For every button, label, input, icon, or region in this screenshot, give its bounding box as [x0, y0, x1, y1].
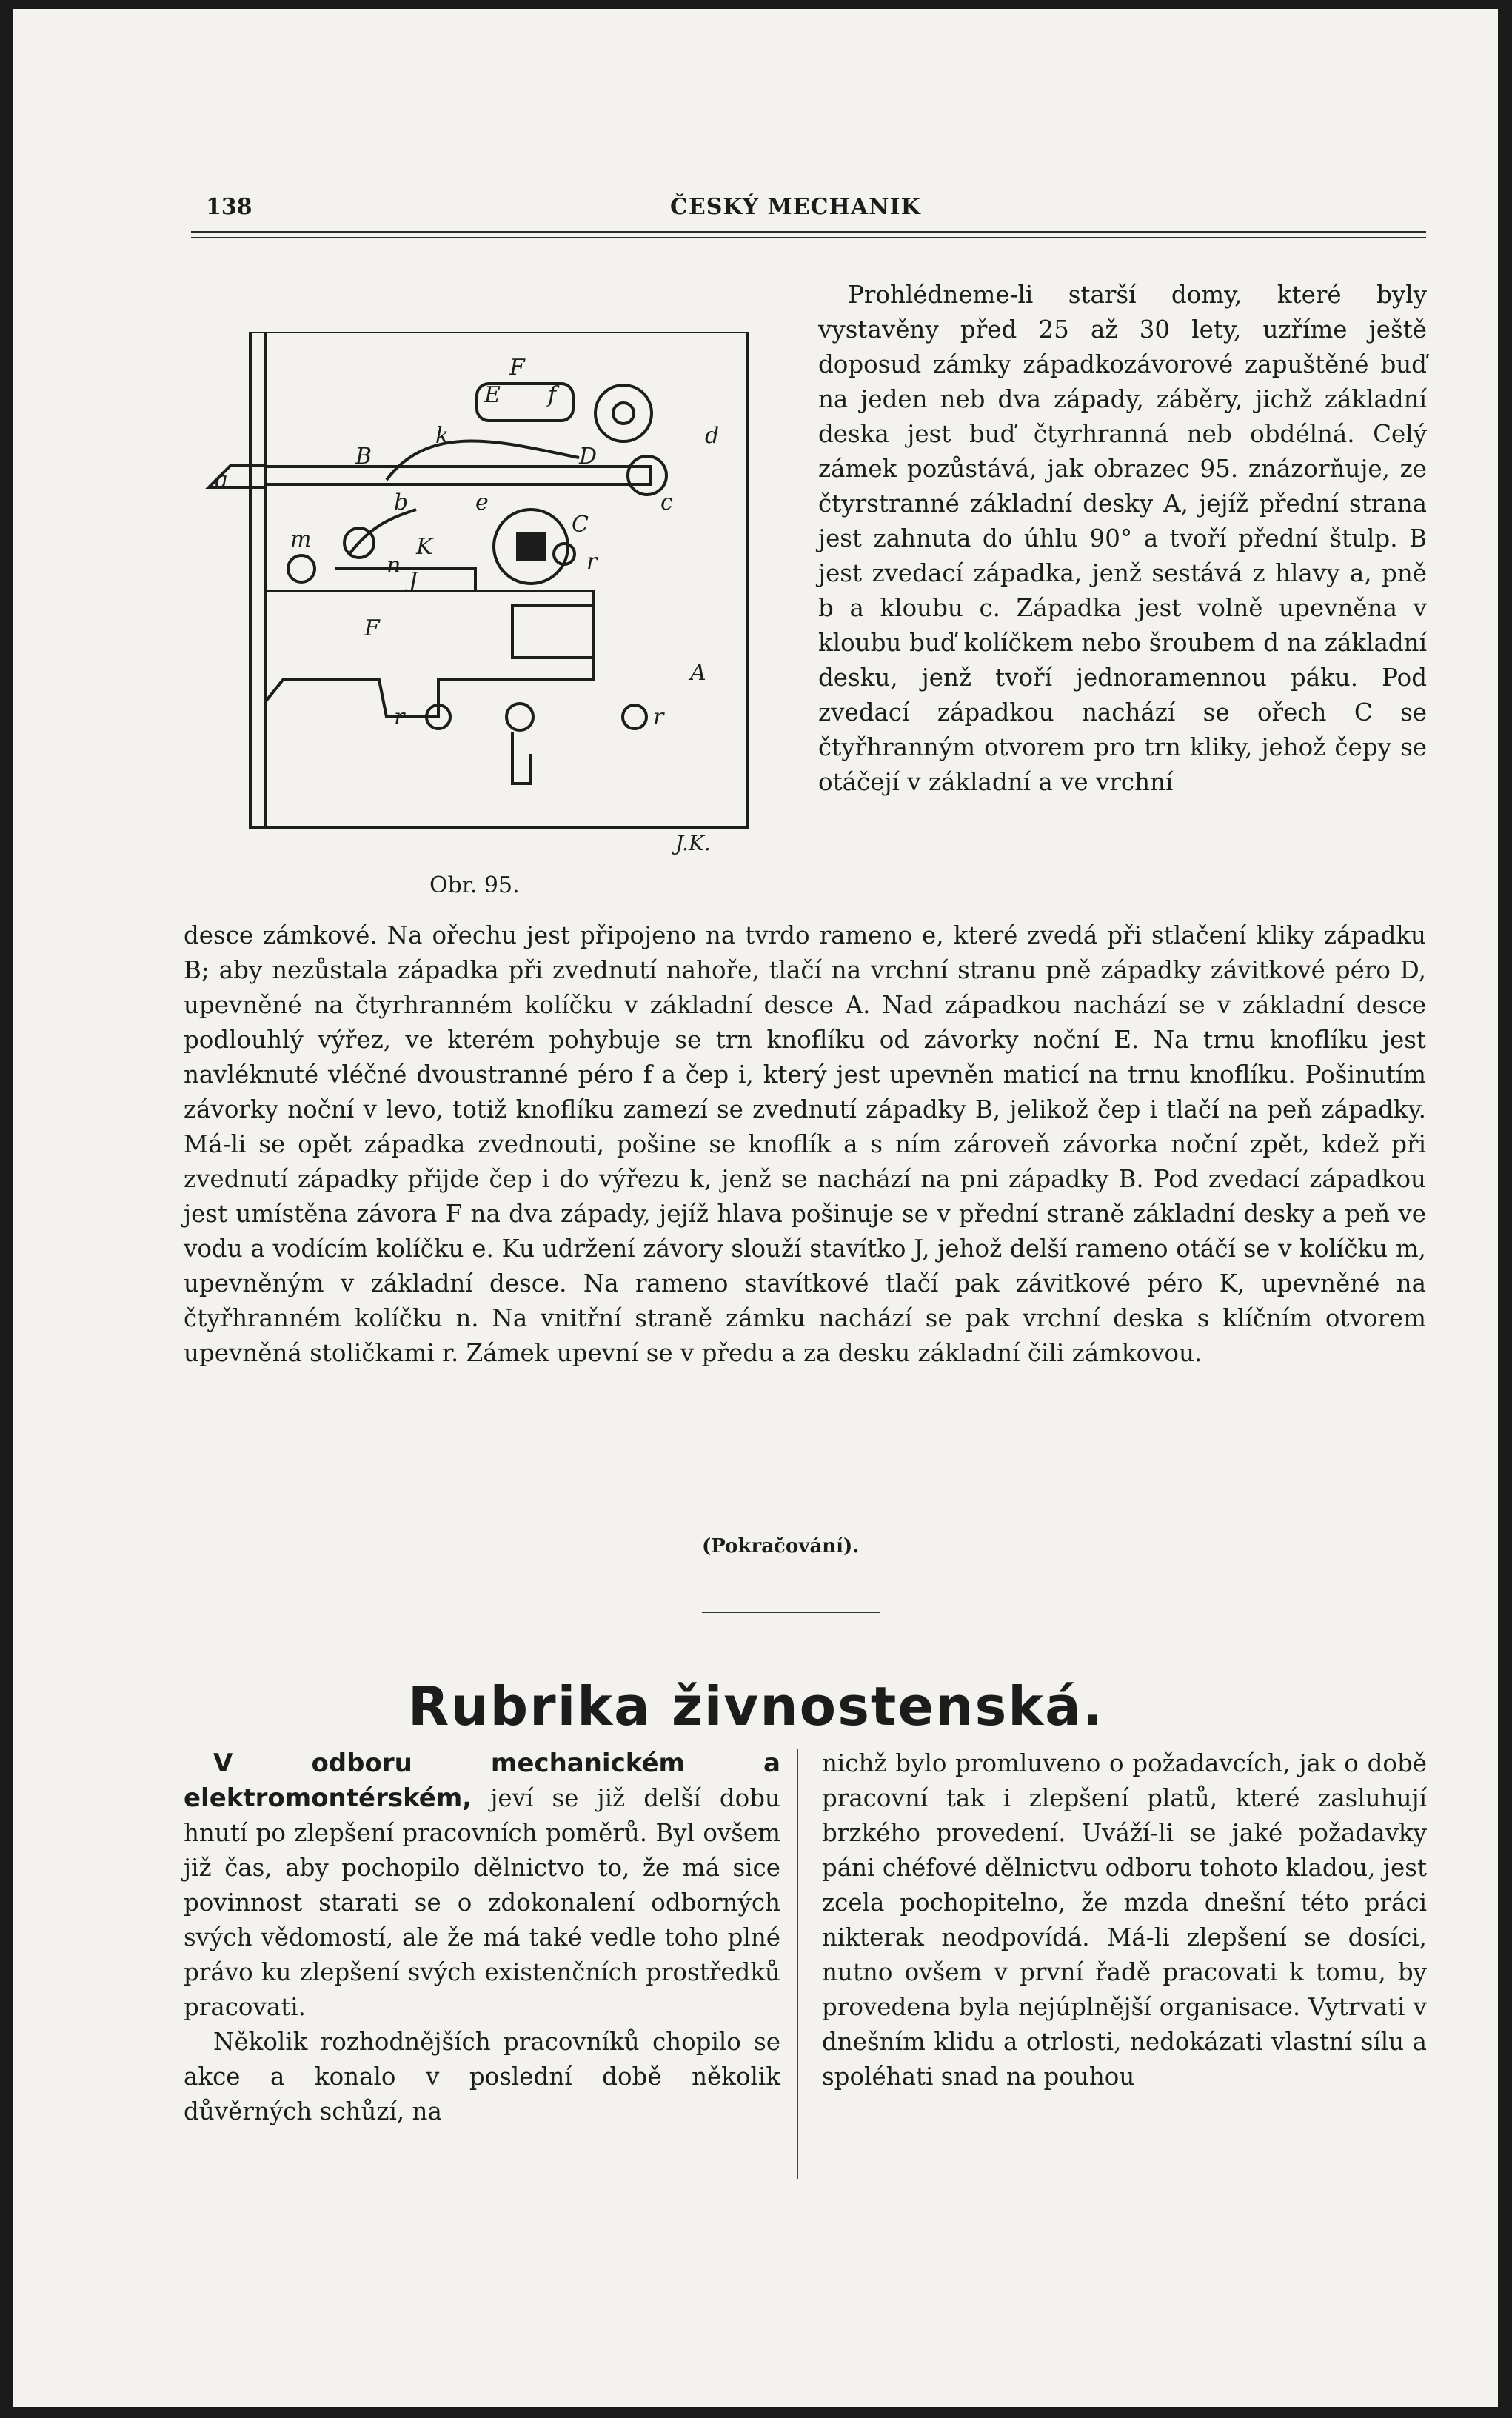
figure-label: m [290, 527, 312, 552]
header-rule-thin [191, 237, 1426, 238]
figure-label: c [660, 490, 673, 515]
tumbler-slot [512, 606, 594, 658]
keyhole [506, 704, 533, 730]
figure-caption: Obr. 95. [429, 872, 520, 898]
figure-label: a [215, 467, 228, 493]
spring-K [349, 510, 416, 554]
header-rule [191, 231, 1426, 233]
section-separator [702, 1612, 880, 1613]
figure-label: C [572, 512, 589, 538]
figure-label: B [355, 444, 372, 470]
figure-label: b [394, 490, 409, 515]
figure-label: A [690, 660, 706, 686]
figure-label: F [364, 615, 380, 641]
stud-r2 [623, 705, 646, 729]
figure-label: r [394, 704, 405, 730]
tumbler-J [335, 569, 475, 591]
knob-ring [595, 385, 652, 441]
article-body: desce zámkové. Na ořechu jest připojeno na tvrdo rameno e, které zvedá při stlačení kliky západku B; aby nezůstala západka při zvednutí nahoře, tlačí na vrchní stranu pně západky závitkové péro D, upevněné na čtyrhranném kolíčku v základní desce A. Nad západkou nachází se v základní desce podlouhlý výřez, ve kterém pohybuje se trn knoflíku od závorky noční E. Na trnu knoflíku jest navléknuté vléčné dvoustranné péro f a čep i, který jest upevněn maticí na trnu knoflíku. Pošinutím závorky noční v levo, totiž knoflíku zamezí se zvednutí západky B, jelikož čep i tlačí na peň západky. Má-li se opět západka zvednouti, pošine se knoflík a s ním zároveň závorka noční zpět, kdež při zvednutí západky přijde čep i do výřezu k, jenž se nachází na pni západky B. Pod zvedací západkou jest umístěna závora F na dva západy, jejíž hlava pošinuje se v přední straně základní desky a peň ve vodu a vodícím kolíčku e. Ku udržení závory slouží stavítko J, jehož delší rameno otáčí se v kolíčku m, upevněným v základní desce. Na rameno stavítkové tlačí pak závitkové péro K, upevněné na čtyřhranném kolíčku n. Na vnitřní straně zámku nachází se pak vrchní deska s klíčním otvorem upevněná stoličkami r. Zámek upevní se v předu a za desku základní čili zámkovou. [184, 921, 1426, 1367]
right-paragraph: nichž bylo promluveno o požadavcích, jak o době pracovní tak i zlepšení platů, které zasluhují brzkého provedení. Uváží-li se jaké požadavky páni chéfové dělnictvu odboru tohoto kladou, jest zcela pochopitelno, že mzda dnešní této práci nikterak neodpovídá. Má-li zlepšení se dosíci, nutno ovšem v první řadě pracovati k tomu, by provedena byla nejúplnější organisace. Vytrvati v dnešním klidu a otrlosti, nedokázati vlastní sílu a spoléhati snad na pouhou [822, 1749, 1427, 2091]
figure-label: J [409, 568, 418, 594]
knob-inner [613, 403, 634, 424]
figure-label: E [484, 382, 501, 408]
article-intro: Prohlédneme-li starší domy, které byly vystavěny před 25 až 30 lety, uzříme ještě doposud zámky západkozávorové zapuštěné buď na jeden neb dva západy, záběry, jichž základní deska jest buď čtyrhranná neb obdélná. Celý zámek pozůstává, jak obrazec 95. znázorňuje, ze čtyrstranné základní desky A, jejíž přední strana jest zahnuta do úhlu 90° a tvoří přední štulp. B jest zvedací západka, jenž sestává z hlavy a, pně b a kloubu c. Západka jest volně upevněna v kloubu buď kolíčkem nebo šroubem d na základní desku, jenž tvoří jednoramennou páku. Pod zvedací západkou nachází se ořech C se čtyřhranným otvorem pro trn kliky, jehož čepy se otáčejí v základní a ve vrchní [818, 281, 1427, 796]
figure-label: r [653, 704, 664, 730]
continued-note: (Pokračování). [702, 1535, 860, 1557]
deadbolt-F [265, 591, 594, 717]
figure-label: r [586, 549, 598, 575]
lock-diagram [194, 332, 757, 855]
section-title: Rubrika živnostenská. [407, 1675, 1105, 1737]
face-plate [250, 332, 265, 828]
left-paragraph-1-text: jeví se již delší dobu hnutí po zlepšení pracovních poměrů. Byl ovšem již čas, aby pochopilo dělnictvo to, že má sice povinnost starati se o zdokonalení odborných svých vědomostí, ale že má také vedle toho plné právo ku zlepšení svých existenčních prostředků pracovati. [184, 1784, 780, 2021]
lead-in: V odboru mechanickém a elektromontérském, [184, 1749, 780, 1813]
figure-label: n [387, 552, 401, 578]
page-number: 138 [206, 194, 252, 220]
peg-n [288, 555, 315, 582]
keyhole-slot [512, 732, 531, 784]
left-column [184, 1746, 780, 2129]
column-divider [797, 1749, 798, 2179]
figure-label: e [475, 490, 489, 515]
right-column [822, 1746, 1427, 2094]
figure-label: k [435, 423, 449, 449]
figure-label: K [416, 534, 433, 560]
figure-label: F [509, 355, 525, 381]
figure-label: f [548, 382, 557, 408]
running-title: ČESKÝ MECHANIK [670, 194, 921, 220]
figure-label: d [705, 423, 720, 449]
follower-square [518, 533, 544, 560]
left-paragraph-1 [184, 1746, 780, 2025]
left-paragraph-2: Několik rozhodnějších pracovníků chopilo se akce a konalo v poslední době několik důvěrných schůzí, na [184, 2028, 780, 2125]
figure-label: D [579, 444, 598, 470]
figure-signature: J.K. [675, 831, 711, 855]
spring-D [387, 441, 579, 481]
